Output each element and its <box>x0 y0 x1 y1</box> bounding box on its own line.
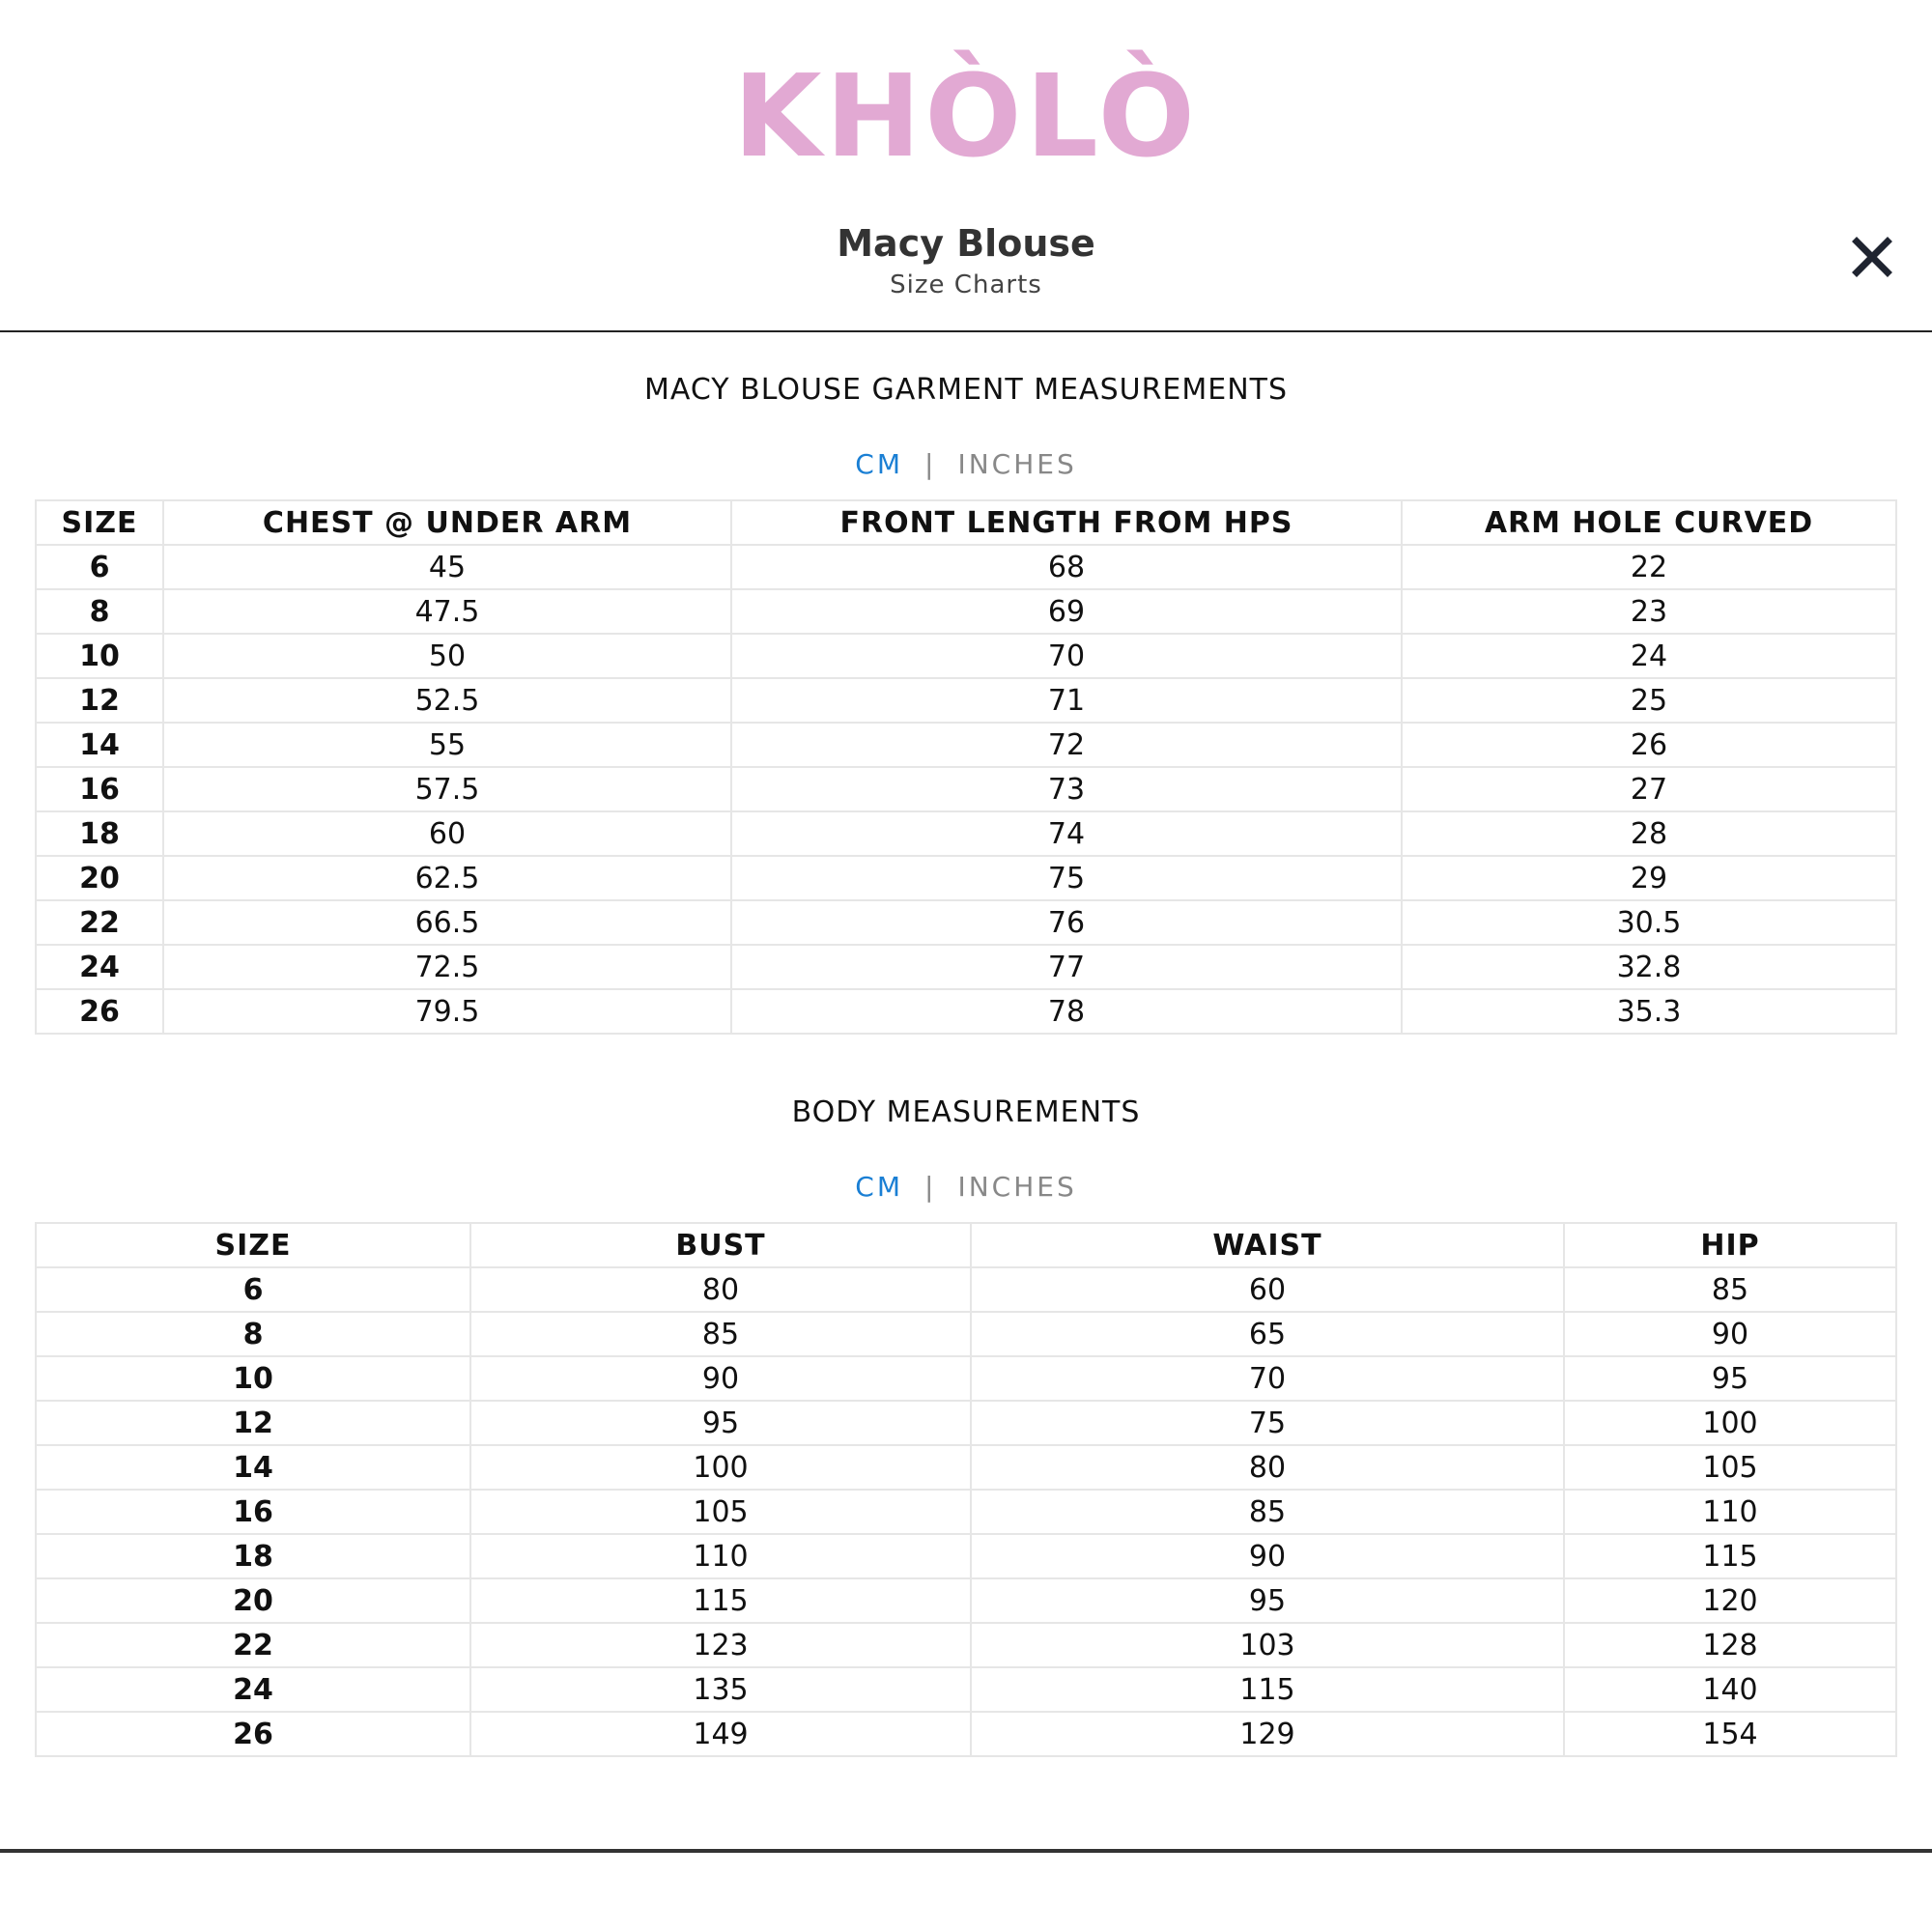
measurement-cell: 95 <box>470 1401 971 1445</box>
table-row <box>36 1490 1896 1534</box>
unit-separator: | <box>924 448 937 480</box>
table-row <box>36 589 1896 634</box>
size-cell: 20 <box>36 1578 470 1623</box>
measurement-cell: 57.5 <box>163 767 731 811</box>
table-row <box>36 1667 1896 1712</box>
measurement-cell: 55 <box>163 723 731 767</box>
measurement-cell: 80 <box>971 1445 1564 1490</box>
size-cell: 18 <box>36 1534 470 1578</box>
column-header: CHEST @ UNDER ARM <box>163 500 731 545</box>
table-row <box>36 1578 1896 1623</box>
measurement-cell: 24 <box>1402 634 1896 678</box>
measurement-cell: 29 <box>1402 856 1896 900</box>
measurement-cell: 85 <box>971 1490 1564 1534</box>
size-cell: 22 <box>36 1623 470 1667</box>
garment-unit-cm[interactable]: CM <box>855 448 903 480</box>
modal-subtitle: Size Charts <box>890 270 1042 299</box>
body-unit-toggle <box>0 1171 1932 1203</box>
measurement-cell: 47.5 <box>163 589 731 634</box>
measurement-cell: 69 <box>731 589 1402 634</box>
measurement-cell: 22 <box>1402 545 1896 589</box>
measurement-cell: 72.5 <box>163 945 731 989</box>
measurement-cell: 105 <box>470 1490 971 1534</box>
body-section-title: BODY MEASUREMENTS <box>791 1095 1141 1129</box>
garment-unit-inches[interactable]: INCHES <box>957 448 1077 480</box>
measurement-cell: 110 <box>1564 1490 1896 1534</box>
table-row <box>36 634 1896 678</box>
measurement-cell: 85 <box>470 1312 971 1356</box>
measurement-cell: 68 <box>731 545 1402 589</box>
table-row <box>36 1623 1896 1667</box>
measurement-cell: 52.5 <box>163 678 731 723</box>
column-header: WAIST <box>971 1223 1564 1267</box>
brand-header <box>0 0 1932 193</box>
table-row <box>36 767 1896 811</box>
table-row <box>36 1534 1896 1578</box>
size-cell: 14 <box>36 1445 470 1490</box>
measurement-cell: 71 <box>731 678 1402 723</box>
measurement-cell: 149 <box>470 1712 971 1756</box>
size-cell: 14 <box>36 723 163 767</box>
table-row <box>36 900 1896 945</box>
size-cell: 26 <box>36 1712 470 1756</box>
measurement-cell: 120 <box>1564 1578 1896 1623</box>
measurement-cell: 115 <box>470 1578 971 1623</box>
table-row <box>36 545 1896 589</box>
measurement-cell: 75 <box>971 1401 1564 1445</box>
table-row <box>36 811 1896 856</box>
measurement-cell: 75 <box>731 856 1402 900</box>
measurement-cell: 27 <box>1402 767 1896 811</box>
size-cell: 10 <box>36 634 163 678</box>
table-header-row <box>36 500 1896 545</box>
measurement-cell: 85 <box>1564 1267 1896 1312</box>
column-header: ARM HOLE CURVED <box>1402 500 1896 545</box>
measurement-cell: 115 <box>971 1667 1564 1712</box>
measurement-cell: 28 <box>1402 811 1896 856</box>
size-cell: 24 <box>36 945 163 989</box>
measurement-cell: 80 <box>470 1267 971 1312</box>
size-cell: 10 <box>36 1356 470 1401</box>
measurement-cell: 105 <box>1564 1445 1896 1490</box>
column-header: HIP <box>1564 1223 1896 1267</box>
measurement-cell: 128 <box>1564 1623 1896 1667</box>
table-row <box>36 1312 1896 1356</box>
measurement-cell: 26 <box>1402 723 1896 767</box>
modal-title: Macy Blouse <box>837 222 1095 265</box>
garment-unit-toggle <box>0 448 1932 480</box>
measurement-cell: 74 <box>731 811 1402 856</box>
close-icon <box>1849 234 1895 280</box>
measurement-cell: 30.5 <box>1402 900 1896 945</box>
body-measurements-table <box>35 1222 1897 1757</box>
body-unit-cm[interactable]: CM <box>855 1171 903 1203</box>
measurement-cell: 76 <box>731 900 1402 945</box>
measurement-cell: 135 <box>470 1667 971 1712</box>
column-header: SIZE <box>36 500 163 545</box>
measurement-cell: 25 <box>1402 678 1896 723</box>
measurement-cell: 65 <box>971 1312 1564 1356</box>
size-chart-modal <box>0 193 1932 1853</box>
close-button[interactable] <box>1849 234 1895 280</box>
measurement-cell: 115 <box>1564 1534 1896 1578</box>
measurement-cell: 72 <box>731 723 1402 767</box>
size-cell: 6 <box>36 1267 470 1312</box>
size-cell: 26 <box>36 989 163 1034</box>
size-cell: 16 <box>36 1490 470 1534</box>
measurement-cell: 73 <box>731 767 1402 811</box>
measurement-cell: 78 <box>731 989 1402 1034</box>
measurement-cell: 23 <box>1402 589 1896 634</box>
size-cell: 12 <box>36 678 163 723</box>
measurement-cell: 62.5 <box>163 856 731 900</box>
measurement-cell: 35.3 <box>1402 989 1896 1034</box>
measurement-cell: 90 <box>971 1534 1564 1578</box>
column-header: FRONT LENGTH FROM HPS <box>731 500 1402 545</box>
unit-separator: | <box>924 1171 937 1203</box>
measurement-cell: 140 <box>1564 1667 1896 1712</box>
table-row <box>36 1401 1896 1445</box>
measurement-cell: 90 <box>470 1356 971 1401</box>
table-row <box>36 945 1896 989</box>
garment-section-title: MACY BLOUSE GARMENT MEASUREMENTS <box>643 373 1289 407</box>
measurement-cell: 45 <box>163 545 731 589</box>
measurement-cell: 100 <box>1564 1401 1896 1445</box>
modal-header <box>0 193 1932 332</box>
table-row <box>36 678 1896 723</box>
measurement-cell: 100 <box>470 1445 971 1490</box>
size-cell: 16 <box>36 767 163 811</box>
measurement-cell: 70 <box>971 1356 1564 1401</box>
measurement-cell: 95 <box>971 1578 1564 1623</box>
size-cell: 8 <box>36 589 163 634</box>
table-row <box>36 1267 1896 1312</box>
measurement-cell: 103 <box>971 1623 1564 1667</box>
size-cell: 18 <box>36 811 163 856</box>
size-cell: 12 <box>36 1401 470 1445</box>
measurement-cell: 50 <box>163 634 731 678</box>
body-unit-inches[interactable]: INCHES <box>957 1171 1077 1203</box>
measurement-cell: 129 <box>971 1712 1564 1756</box>
brand-logo[interactable]: KHÒLÒ <box>733 49 1199 183</box>
table-row <box>36 1712 1896 1756</box>
table-header-row <box>36 1223 1896 1267</box>
measurement-cell: 95 <box>1564 1356 1896 1401</box>
size-cell: 22 <box>36 900 163 945</box>
column-header: BUST <box>470 1223 971 1267</box>
table-row <box>36 856 1896 900</box>
garment-measurements-table <box>35 499 1897 1035</box>
measurement-cell: 70 <box>731 634 1402 678</box>
measurement-cell: 66.5 <box>163 900 731 945</box>
measurement-cell: 77 <box>731 945 1402 989</box>
table-row <box>36 989 1896 1034</box>
measurement-cell: 60 <box>163 811 731 856</box>
measurement-cell: 32.8 <box>1402 945 1896 989</box>
measurement-cell: 123 <box>470 1623 971 1667</box>
table-row <box>36 723 1896 767</box>
measurement-cell: 90 <box>1564 1312 1896 1356</box>
measurement-cell: 110 <box>470 1534 971 1578</box>
measurement-cell: 79.5 <box>163 989 731 1034</box>
column-header: SIZE <box>36 1223 470 1267</box>
size-cell: 20 <box>36 856 163 900</box>
size-cell: 8 <box>36 1312 470 1356</box>
measurement-cell: 154 <box>1564 1712 1896 1756</box>
measurement-cell: 60 <box>971 1267 1564 1312</box>
table-row <box>36 1356 1896 1401</box>
size-cell: 6 <box>36 545 163 589</box>
size-cell: 24 <box>36 1667 470 1712</box>
table-row <box>36 1445 1896 1490</box>
